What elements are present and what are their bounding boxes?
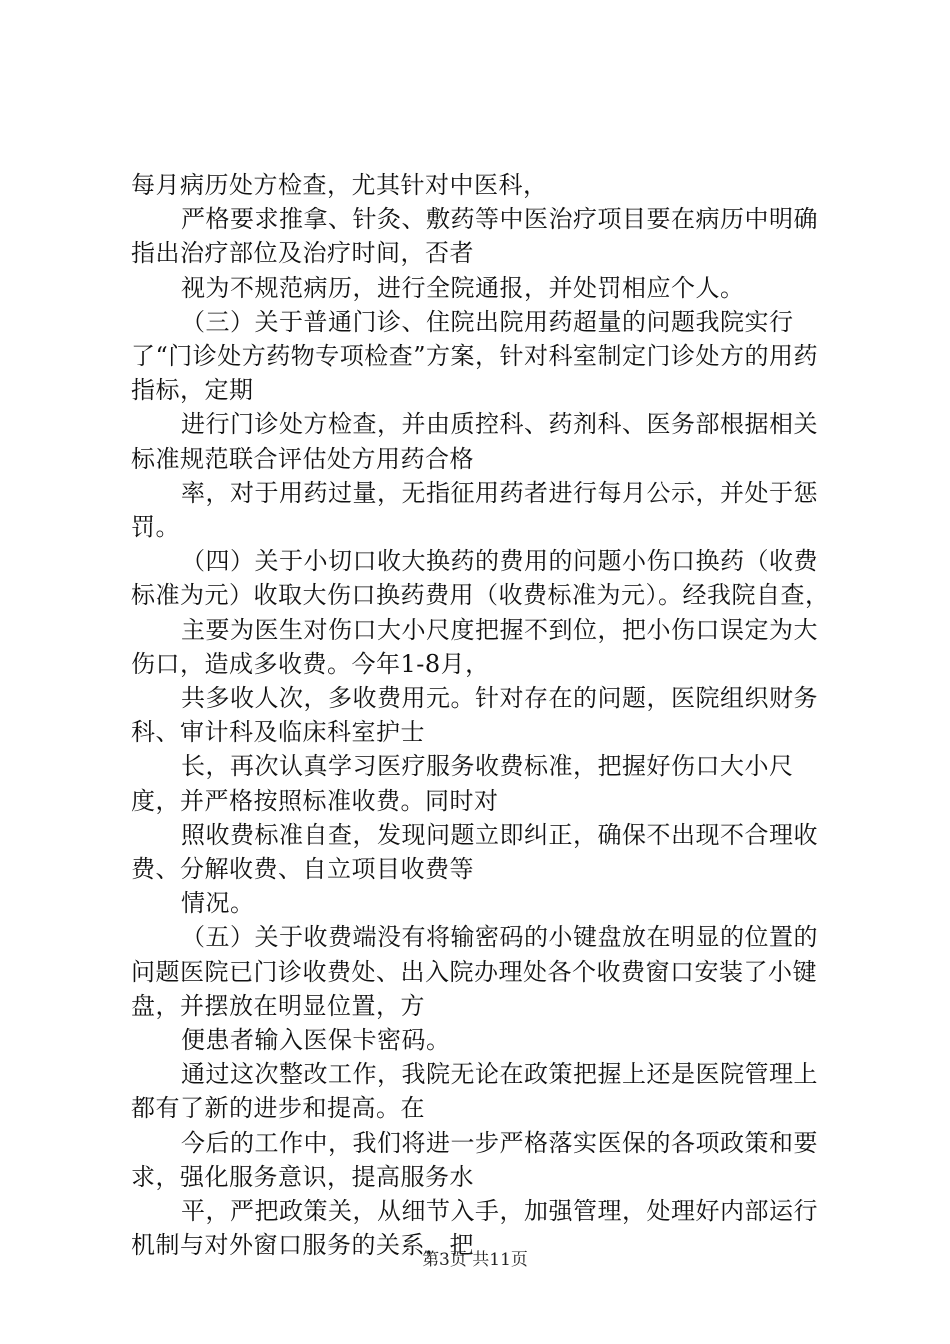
page-footer	[0, 1245, 950, 1270]
paragraph: （五）关于收费端没有将输密码的小键盘放在明显的位置的问题医院已门诊收费处、出入院办理处各个收费窗口安装了小键盘，并摆放在明显位置，方	[131, 923, 818, 1020]
paragraph: 率，对于用药过量，无指征用药者进行每月公示，并处于惩罚。	[131, 478, 818, 542]
paragraph: 情况。	[181, 889, 255, 918]
page-number-label: 第3页 共11页	[422, 1250, 528, 1270]
paragraph: 视为不规范病历，进行全院通报，并处罚相应个人。	[181, 273, 745, 302]
paragraph: （四）关于小切口收大换药的费用的问题小伤口换药（收费标准为元）收取大伤口换药费用（收费标准为元）。经我院自查，	[131, 547, 830, 610]
paragraph: 进行门诊处方检查，并由质控科、药剂科、医务部根据相关标准规范联合评估处方用药合格	[131, 410, 818, 473]
paragraph: 通过这次整改工作，我院无论在政策把握上还是医院管理上都有了新的进步和提高。在	[131, 1060, 818, 1123]
paragraph: 平，严把政策关，从细节入手，加强管理，处理好内部运行机制与对外窗口服务的关系，把	[131, 1197, 818, 1260]
paragraph: （三）关于普通门诊、住院出院用药超量的问题我院实行了“门诊处方药物专项检查”方案，针对科室制定门诊处方的用药指标，定期	[131, 307, 819, 405]
document-body	[131, 168, 831, 1263]
paragraph: 主要为医生对伤口大小尺度把握不到位，把小伤口误定为大伤口，造成多收费。今年1-8月，	[131, 615, 818, 678]
paragraph: 共多收人次，多收费用元。针对存在的问题，医院组织财务科、审计科及临床科室护士	[131, 684, 818, 747]
paragraph: 每月病历处方检查，尤其针对中医科，	[131, 171, 548, 199]
paragraph: 长，再次认真学习医疗服务收费标准，把握好伤口大小尺度，并严格按照标准收费。同时对	[131, 752, 794, 815]
paragraph: 今后的工作中，我们将进一步严格落实医保的各项政策和要求，强化服务意识，提高服务水	[131, 1128, 818, 1191]
paragraph: 照收费标准自查，发现问题立即纠正，确保不出现不合理收费、分解收费、自立项目收费等	[131, 820, 818, 884]
paragraph: 便患者输入医保卡密码。	[181, 1026, 451, 1055]
paragraph: 严格要求推拿、针灸、敷药等中医治疗项目要在病历中明确指出治疗部位及治疗时间，否者	[131, 205, 818, 268]
